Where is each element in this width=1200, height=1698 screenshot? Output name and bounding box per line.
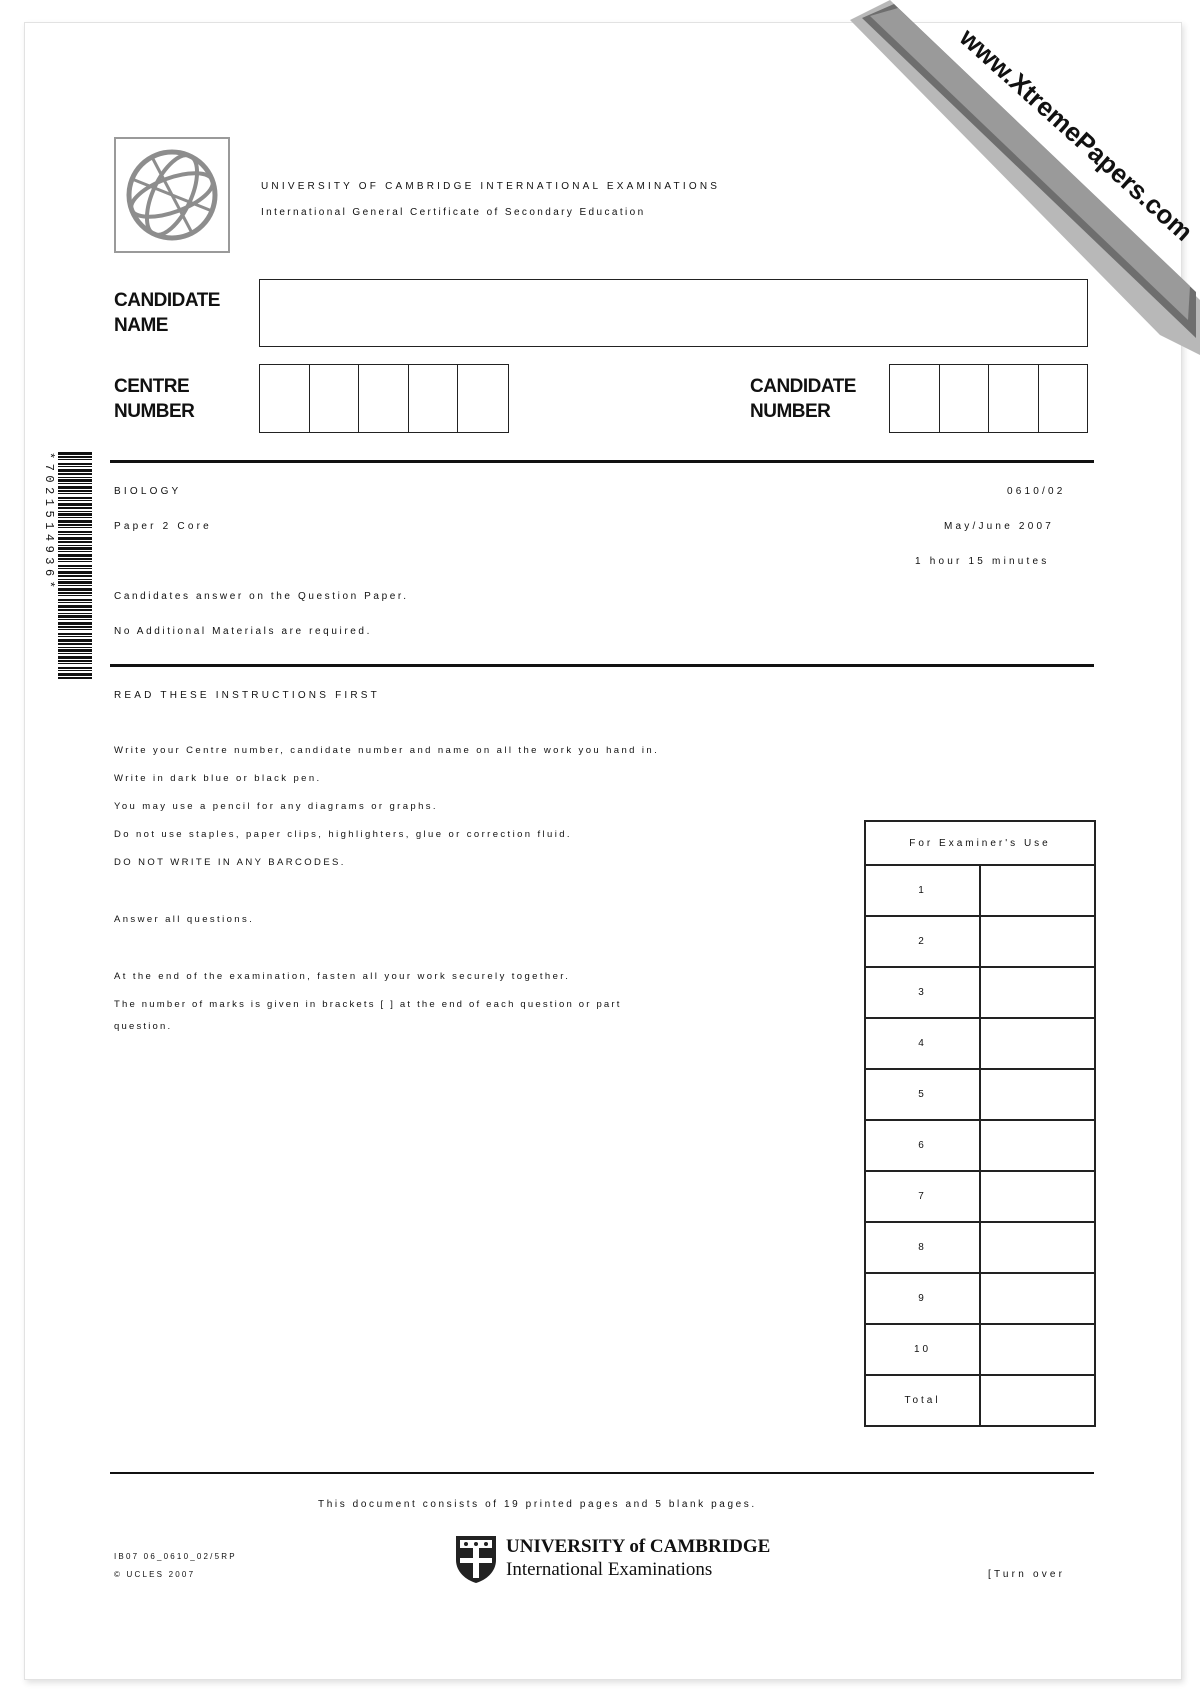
table-row [865,1018,1095,1069]
barcode-bar [58,595,92,596]
copyright-note: © UCLES 2007 [114,1570,196,1579]
barcode-bar [58,649,92,652]
centre-number-field[interactable] [259,364,509,433]
barcode-bar [58,643,92,645]
barcode-bar [58,656,92,659]
barcode-bar [58,486,92,489]
qualification-name: International General Certificate of Secondary Education [261,207,646,218]
question-number: 9 [865,1273,980,1324]
mark-cell [980,916,1095,967]
crest-icon [454,1534,498,1584]
barcode-bar [58,673,92,676]
instruction-line: question. [114,1021,173,1032]
question-number: 6 [865,1120,980,1171]
barcode-bar [58,667,92,669]
barcode-bar [58,636,92,637]
barcode-bar [58,602,92,603]
question-number: 7 [865,1171,980,1222]
barcode-bar [58,592,92,594]
question-number: 5 [865,1069,980,1120]
pages-note: This document consists of 19 printed pages and 5 blank pages. [318,1499,757,1510]
question-number: 3 [865,967,980,1018]
instructions-heading: READ THESE INSTRUCTIONS FIRST [114,690,380,701]
candidate-name-label: CANDIDATE NAME [114,290,220,336]
barcode-bar [58,599,92,601]
barcode-bar [58,534,92,535]
turn-over: [Turn over [988,1569,1066,1580]
paper-title: Paper 2 Core [114,521,212,532]
candidate-digit-box[interactable] [1039,365,1088,432]
candidate-digit-box[interactable] [940,365,990,432]
board-name: UNIVERSITY OF CAMBRIDGE INTERNATIONAL EXAMINATIONS [261,181,721,192]
barcode-bar [58,497,92,499]
watermark-text: www.XtremePapers.com [953,22,1199,247]
barcode-bar [58,473,92,475]
table-row [865,1171,1095,1222]
candidate-number-field[interactable] [889,364,1088,433]
mark-cell [980,865,1095,916]
barcode-bar [58,466,92,467]
question-number: 10 [865,1324,980,1375]
barcode-bar [58,456,92,458]
barcode-bar [58,463,92,465]
centre-digit-box[interactable] [359,365,409,432]
barcode-bar [58,511,92,512]
barcode-bar [58,619,92,620]
mark-cell [980,1324,1095,1375]
paper-code: 0610/02 [1007,486,1066,497]
barcode-bar [58,545,92,546]
mark-cell [980,967,1095,1018]
globe-logo [114,137,230,253]
barcode-bar [58,483,92,484]
barcode-bar [58,585,92,586]
barcode-bar [58,653,92,654]
instruction-line: You may use a pencil for any diagrams or graphs. [114,801,438,812]
examiner-table-heading: For Examiner's Use [865,821,1095,865]
total-label: Total [865,1375,980,1426]
mark-cell [980,1120,1095,1171]
centre-digit-box[interactable] [409,365,459,432]
subject-name: BIOLOGY [114,486,182,497]
barcode-bar [58,629,92,630]
candidate-digit-box[interactable] [989,365,1039,432]
barcode-bar [58,479,92,482]
barcode-bar [58,605,92,608]
barcode [58,452,92,680]
barcode-bar [58,575,92,577]
barcode-bar [58,581,92,584]
barcode-bar [58,615,92,618]
table-row [865,1324,1095,1375]
barcode-bar [58,527,92,528]
barcode-bar [58,633,92,635]
question-number: 2 [865,916,980,967]
divider-top [110,460,1094,463]
centre-digit-box[interactable] [260,365,310,432]
barcode-bar [58,459,92,460]
barcode-bar [58,558,92,560]
table-row [865,1120,1095,1171]
instruction-line: Write in dark blue or black pen. [114,773,322,784]
divider-middle [110,664,1094,667]
mark-cell [980,1171,1095,1222]
barcode-bar [58,565,92,567]
barcode-bar [58,490,92,492]
barcode-bar [58,670,92,671]
instruction-line: The number of marks is given in brackets [ ] at the end of each question or part [114,999,622,1010]
barcode-bar [58,541,92,543]
question-number: 4 [865,1018,980,1069]
mark-cell [980,1222,1095,1273]
instruction-line: Write your Centre number, candidate number and name on all the work you hand in. [114,745,660,756]
instruction-line: At the end of the examination, fasten all your work securely together. [114,971,571,982]
table-row [865,916,1095,967]
centre-digit-box[interactable] [458,365,508,432]
barcode-bar [58,507,92,509]
barcode-bar [58,588,92,591]
barcode-digits: *7021514936* [42,452,56,593]
mark-cell [980,1018,1095,1069]
table-row [865,1273,1095,1324]
table-row [865,1375,1095,1426]
barcode-bar [58,626,92,628]
table-row [865,865,1095,916]
question-number: 1 [865,865,980,916]
barcode-bar [58,647,92,648]
barcode-bar [58,568,92,569]
barcode-bar [58,477,92,478]
divider-bottom [110,1472,1094,1474]
materials-note: No Additional Materials are required. [114,626,372,637]
barcode-bar [58,513,92,516]
globe-icon [116,139,228,251]
barcode-bar [58,663,92,664]
barcode-bar [58,571,92,574]
barcode-bar [58,561,92,562]
answer-all-note: Answer all questions. [114,914,255,925]
barcode-bar [58,613,92,614]
barcode-bar [58,579,92,580]
logo-line-1: UNIVERSITY of CAMBRIDGE [506,1536,771,1557]
instruction-line: DO NOT WRITE IN ANY BARCODES. [114,857,346,868]
barcode-bar [58,537,92,540]
exam-session: May/June 2007 [944,521,1054,532]
barcode-bar [58,677,92,679]
barcode-bar [58,503,92,506]
barcode-bar [58,609,92,611]
centre-number-label: CENTRE NUMBER [114,376,195,422]
barcode-bar [58,554,92,557]
instruction-line: Do not use staples, paper clips, highlighters, glue or correction fluid. [114,829,572,840]
candidate-number-label: CANDIDATE NUMBER [750,376,856,422]
exam-duration: 1 hour 15 minutes [915,556,1050,567]
barcode-bar [58,660,92,662]
mark-cell [980,1273,1095,1324]
barcode-bar [58,551,92,552]
barcode-bar [58,547,92,550]
logo-line-2: International Examinations [506,1559,713,1580]
barcode-bar [58,524,92,526]
total-cell [980,1375,1095,1426]
question-number: 8 [865,1222,980,1273]
barcode-bar [58,531,92,533]
examiner-use-table [864,820,1096,1427]
table-row [865,1222,1095,1273]
candidate-digit-box[interactable] [890,365,940,432]
barcode-bar [58,639,92,642]
barcode-bar [58,520,92,523]
barcode-bar [58,500,92,501]
table-row [865,967,1095,1018]
mark-cell [980,1069,1095,1120]
centre-digit-box[interactable] [310,365,360,432]
candidate-name-field[interactable] [259,279,1088,347]
table-row [865,1069,1095,1120]
reference-code: IB07 06_0610_02/5RP [114,1552,237,1561]
barcode-bar [58,493,92,494]
barcode-bar [58,452,92,455]
barcode-bar [58,622,92,625]
answer-note: Candidates answer on the Question Paper. [114,591,409,602]
barcode-bar [58,469,92,472]
barcode-bar [58,517,92,518]
cambridge-logo [454,1534,771,1588]
